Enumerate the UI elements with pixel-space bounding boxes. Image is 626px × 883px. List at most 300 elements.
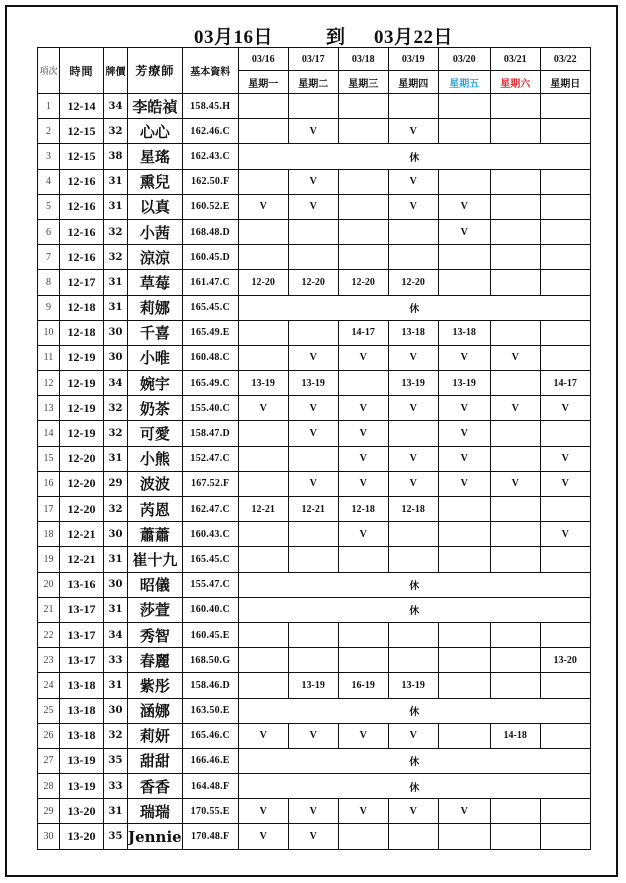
day-off-cell: 休: [238, 698, 590, 723]
schedule-slot[interactable]: [338, 824, 388, 849]
header-weekday: 星期四: [388, 71, 438, 94]
row-therapist-name: 瑞瑞: [128, 799, 183, 824]
schedule-slot[interactable]: V: [540, 446, 590, 471]
schedule-slot[interactable]: V: [288, 396, 338, 421]
schedule-slot[interactable]: [388, 648, 438, 673]
schedule-slot[interactable]: [490, 94, 540, 119]
header-price: 牌價: [104, 48, 128, 94]
schedule-slot[interactable]: [438, 270, 490, 295]
schedule-slot[interactable]: [238, 169, 288, 194]
row-index: 4: [38, 169, 60, 194]
row-index: 15: [38, 446, 60, 471]
schedule-slot[interactable]: [338, 94, 388, 119]
schedule-slot[interactable]: 13-19: [288, 371, 338, 396]
row-therapist-name: 小茜: [128, 219, 183, 244]
row-index: 11: [38, 345, 60, 370]
row-therapist-name: 芮恩: [128, 497, 183, 522]
table-row: [38, 446, 591, 471]
schedule-slot[interactable]: 12-20: [388, 270, 438, 295]
schedule-slot[interactable]: [540, 219, 590, 244]
row-basic-info: 155.40.C: [182, 396, 238, 421]
schedule-slot[interactable]: [438, 673, 490, 698]
schedule-slot[interactable]: [388, 824, 438, 849]
row-time: 13-18: [60, 698, 104, 723]
table-row: [38, 219, 591, 244]
schedule-slot[interactable]: V: [540, 522, 590, 547]
schedule-slot[interactable]: [540, 169, 590, 194]
schedule-slot[interactable]: [490, 446, 540, 471]
schedule-slot[interactable]: V: [388, 446, 438, 471]
schedule-slot[interactable]: V: [288, 799, 338, 824]
row-index: 28: [38, 774, 60, 799]
row-time: 12-16: [60, 245, 104, 270]
day-off-cell: 休: [238, 774, 590, 799]
schedule-slot[interactable]: [540, 119, 590, 144]
schedule-slot[interactable]: [388, 522, 438, 547]
row-therapist-name: 莎萱: [128, 597, 183, 622]
row-time: 13-16: [60, 572, 104, 597]
schedule-slot[interactable]: [388, 622, 438, 647]
schedule-slot[interactable]: V: [438, 471, 490, 496]
schedule-slot[interactable]: V: [288, 345, 338, 370]
table-row: [38, 471, 591, 496]
schedule-slot[interactable]: [388, 245, 438, 270]
schedule-slot[interactable]: [540, 824, 590, 849]
schedule-slot[interactable]: [490, 673, 540, 698]
header-date: 03/17: [288, 48, 338, 71]
schedule-slot[interactable]: [338, 371, 388, 396]
row-price: 34: [104, 622, 128, 647]
row-basic-info: 155.47.C: [182, 572, 238, 597]
row-price: 31: [104, 673, 128, 698]
row-price: 33: [104, 774, 128, 799]
row-time: 12-16: [60, 219, 104, 244]
schedule-slot[interactable]: [438, 497, 490, 522]
schedule-slot[interactable]: [388, 421, 438, 446]
row-index: 10: [38, 320, 60, 345]
schedule-slot[interactable]: V: [338, 471, 388, 496]
row-index: 12: [38, 371, 60, 396]
row-price: 34: [104, 371, 128, 396]
row-basic-info: 160.48.C: [182, 345, 238, 370]
schedule-slot[interactable]: [338, 245, 388, 270]
row-therapist-name: 紫彤: [128, 673, 183, 698]
header-date: 03/16: [238, 48, 288, 71]
table-row: [38, 144, 591, 169]
schedule-slot[interactable]: [438, 245, 490, 270]
schedule-slot[interactable]: [540, 799, 590, 824]
row-therapist-name: 莉娜: [128, 295, 183, 320]
row-time: 13-18: [60, 723, 104, 748]
schedule-slot[interactable]: [490, 320, 540, 345]
schedule-slot[interactable]: 14-17: [338, 320, 388, 345]
schedule-slot[interactable]: V: [288, 723, 338, 748]
table-row: [38, 320, 591, 345]
schedule-slot[interactable]: [238, 119, 288, 144]
schedule-slot[interactable]: 13-18: [388, 320, 438, 345]
row-time: 13-20: [60, 799, 104, 824]
schedule-slot[interactable]: V: [438, 194, 490, 219]
schedule-slot[interactable]: [540, 194, 590, 219]
schedule-slot[interactable]: [438, 547, 490, 572]
schedule-slot[interactable]: V: [288, 194, 338, 219]
schedule-slot[interactable]: [388, 547, 438, 572]
row-time: 12-16: [60, 169, 104, 194]
table-row: [38, 572, 591, 597]
row-basic-info: 162.47.C: [182, 497, 238, 522]
schedule-slot[interactable]: [238, 471, 288, 496]
row-index: 30: [38, 824, 60, 849]
schedule-slot[interactable]: [490, 799, 540, 824]
schedule-slot[interactable]: 13-19: [388, 371, 438, 396]
header-weekday: 星期五: [438, 71, 490, 94]
row-price: 30: [104, 698, 128, 723]
table-row: [38, 421, 591, 446]
schedule-slot[interactable]: [490, 270, 540, 295]
row-time: 13-19: [60, 748, 104, 773]
schedule-slot[interactable]: V: [540, 396, 590, 421]
day-off-cell: 休: [238, 597, 590, 622]
schedule-slot[interactable]: [540, 320, 590, 345]
row-index: 17: [38, 497, 60, 522]
row-therapist-name: 熏兒: [128, 169, 183, 194]
row-basic-info: 152.47.C: [182, 446, 238, 471]
schedule-slot[interactable]: V: [238, 824, 288, 849]
header-time: 時間: [60, 48, 104, 94]
row-index: 16: [38, 471, 60, 496]
schedule-slot[interactable]: V: [540, 471, 590, 496]
schedule-slot[interactable]: [338, 219, 388, 244]
schedule-slot[interactable]: [288, 94, 338, 119]
schedule-slot[interactable]: V: [338, 522, 388, 547]
row-price: 31: [104, 295, 128, 320]
schedule-slot[interactable]: V: [238, 194, 288, 219]
header-therapist: 芳療師: [128, 48, 183, 94]
row-time: 12-20: [60, 446, 104, 471]
schedule-slot[interactable]: V: [338, 345, 388, 370]
row-basic-info: 165.45.C: [182, 295, 238, 320]
schedule-slot[interactable]: [490, 119, 540, 144]
schedule-slot[interactable]: 12-21: [238, 497, 288, 522]
table-row: [38, 547, 591, 572]
row-basic-info: 167.52.F: [182, 471, 238, 496]
row-index: 2: [38, 119, 60, 144]
schedule-slot[interactable]: [238, 522, 288, 547]
row-index: 9: [38, 295, 60, 320]
row-index: 7: [38, 245, 60, 270]
schedule-slot[interactable]: [540, 673, 590, 698]
row-index: 24: [38, 673, 60, 698]
row-time: 12-15: [60, 119, 104, 144]
schedule-slot[interactable]: V: [288, 119, 338, 144]
header-index: 項次: [38, 48, 60, 94]
schedule-slot[interactable]: V: [338, 799, 388, 824]
schedule-slot[interactable]: V: [388, 723, 438, 748]
schedule-slot[interactable]: [490, 194, 540, 219]
schedule-slot[interactable]: V: [438, 421, 490, 446]
row-time: 12-18: [60, 320, 104, 345]
schedule-slot[interactable]: [540, 547, 590, 572]
schedule-slot[interactable]: 12-18: [338, 497, 388, 522]
row-therapist-name: 小唯: [128, 345, 183, 370]
schedule-slot[interactable]: [338, 622, 388, 647]
row-therapist-name: 心心: [128, 119, 183, 144]
schedule-slot[interactable]: [438, 622, 490, 647]
schedule-slot[interactable]: [490, 169, 540, 194]
schedule-slot[interactable]: V: [388, 396, 438, 421]
header-weekday: 星期日: [540, 71, 590, 94]
row-basic-info: 170.48.F: [182, 824, 238, 849]
schedule-slot[interactable]: [438, 824, 490, 849]
header-date: 03/20: [438, 48, 490, 71]
header-weekday: 星期一: [238, 71, 288, 94]
schedule-slot[interactable]: 12-21: [288, 497, 338, 522]
table-row: [38, 295, 591, 320]
schedule-slot[interactable]: V: [238, 723, 288, 748]
row-therapist-name: 蕭蕭: [128, 522, 183, 547]
row-basic-info: 165.49.E: [182, 320, 238, 345]
schedule-slot[interactable]: [388, 94, 438, 119]
schedule-slot[interactable]: [238, 673, 288, 698]
schedule-slot[interactable]: 13-19: [288, 673, 338, 698]
schedule-slot[interactable]: V: [388, 345, 438, 370]
schedule-slot[interactable]: V: [288, 421, 338, 446]
day-off-cell: 休: [238, 572, 590, 597]
schedule-slot[interactable]: [288, 245, 338, 270]
row-therapist-name: 李皓禎: [128, 94, 183, 119]
schedule-slot[interactable]: [490, 547, 540, 572]
schedule-slot[interactable]: V: [388, 119, 438, 144]
row-time: 12-20: [60, 471, 104, 496]
row-index: 13: [38, 396, 60, 421]
schedule-slot[interactable]: [288, 320, 338, 345]
row-index: 26: [38, 723, 60, 748]
schedule-slot[interactable]: [238, 622, 288, 647]
schedule-slot[interactable]: V: [438, 446, 490, 471]
schedule-slot[interactable]: [438, 119, 490, 144]
schedule-slot[interactable]: 14-18: [490, 723, 540, 748]
schedule-slot[interactable]: V: [490, 396, 540, 421]
row-time: 12-21: [60, 547, 104, 572]
row-time: 12-19: [60, 421, 104, 446]
schedule-slot[interactable]: [490, 421, 540, 446]
schedule-slot[interactable]: [540, 622, 590, 647]
schedule-slot[interactable]: [438, 648, 490, 673]
table-row: [38, 824, 591, 849]
row-basic-info: 162.43.C: [182, 144, 238, 169]
schedule-slot[interactable]: [238, 94, 288, 119]
row-time: 12-19: [60, 371, 104, 396]
schedule-slot[interactable]: V: [438, 396, 490, 421]
header-date: 03/21: [490, 48, 540, 71]
schedule-slot[interactable]: [490, 219, 540, 244]
schedule-slot[interactable]: [338, 648, 388, 673]
schedule-slot[interactable]: [238, 345, 288, 370]
header-info: 基本資料: [182, 48, 238, 94]
schedule-slot[interactable]: [540, 345, 590, 370]
row-therapist-name: 昭儀: [128, 572, 183, 597]
row-price: 30: [104, 522, 128, 547]
schedule-slot[interactable]: V: [288, 824, 338, 849]
row-therapist-name: 崔十九: [128, 547, 183, 572]
schedule-slot[interactable]: [438, 169, 490, 194]
schedule-slot[interactable]: [288, 522, 338, 547]
day-off-cell: 休: [238, 748, 590, 773]
row-therapist-name: 奶茶: [128, 396, 183, 421]
schedule-slot[interactable]: [540, 421, 590, 446]
schedule-slot[interactable]: [490, 371, 540, 396]
table-row: [38, 774, 591, 799]
row-time: 12-19: [60, 396, 104, 421]
table-row: [38, 94, 591, 119]
row-time: 12-17: [60, 270, 104, 295]
schedule-slot[interactable]: V: [338, 421, 388, 446]
schedule-slot[interactable]: [238, 547, 288, 572]
schedule-slot[interactable]: [288, 446, 338, 471]
row-therapist-name: 千喜: [128, 320, 183, 345]
row-index: 1: [38, 94, 60, 119]
schedule-slot[interactable]: [238, 648, 288, 673]
row-price: 31: [104, 547, 128, 572]
row-therapist-name: 可愛: [128, 421, 183, 446]
schedule-slot[interactable]: 16-19: [338, 673, 388, 698]
schedule-slot[interactable]: V: [238, 799, 288, 824]
schedule-slot[interactable]: [540, 94, 590, 119]
row-basic-info: 164.48.F: [182, 774, 238, 799]
row-index: 29: [38, 799, 60, 824]
row-therapist-name: 涵娜: [128, 698, 183, 723]
schedule-slot[interactable]: [438, 723, 490, 748]
schedule-slot[interactable]: [238, 421, 288, 446]
schedule-slot[interactable]: [540, 245, 590, 270]
row-time: 13-17: [60, 622, 104, 647]
row-basic-info: 160.52.E: [182, 194, 238, 219]
row-price: 32: [104, 723, 128, 748]
schedule-slot[interactable]: [388, 219, 438, 244]
schedule-slot[interactable]: 12-20: [338, 270, 388, 295]
schedule-slot[interactable]: [238, 245, 288, 270]
schedule-slot[interactable]: [238, 219, 288, 244]
schedule-slot[interactable]: [540, 270, 590, 295]
schedule-slot[interactable]: [438, 94, 490, 119]
schedule-slot[interactable]: [288, 547, 338, 572]
row-therapist-name: 香香: [128, 774, 183, 799]
row-basic-info: 165.49.C: [182, 371, 238, 396]
schedule-slot[interactable]: [338, 194, 388, 219]
schedule-slot[interactable]: V: [338, 396, 388, 421]
header-weekday: 星期六: [490, 71, 540, 94]
schedule-slot[interactable]: [490, 245, 540, 270]
row-price: 29: [104, 471, 128, 496]
schedule-slot[interactable]: 13-18: [438, 320, 490, 345]
row-basic-info: 163.50.E: [182, 698, 238, 723]
row-therapist-name: 草莓: [128, 270, 183, 295]
row-index: 27: [38, 748, 60, 773]
schedule-slot[interactable]: [540, 723, 590, 748]
row-index: 5: [38, 194, 60, 219]
schedule-slot[interactable]: 14-17: [540, 371, 590, 396]
day-off-cell: 休: [238, 144, 590, 169]
row-basic-info: 162.50.F: [182, 169, 238, 194]
schedule-slot[interactable]: [490, 522, 540, 547]
schedule-slot[interactable]: V: [490, 345, 540, 370]
row-price: 30: [104, 345, 128, 370]
schedule-slot[interactable]: [490, 648, 540, 673]
schedule-slot[interactable]: 13-19: [238, 371, 288, 396]
schedule-slot[interactable]: 12-18: [388, 497, 438, 522]
schedule-slot[interactable]: V: [238, 396, 288, 421]
table-row: [38, 169, 591, 194]
schedule-slot[interactable]: V: [438, 219, 490, 244]
schedule-slot[interactable]: 13-19: [438, 371, 490, 396]
schedule-slot[interactable]: V: [388, 169, 438, 194]
row-basic-info: 158.47.D: [182, 421, 238, 446]
header-date: 03/19: [388, 48, 438, 71]
row-time: 12-19: [60, 345, 104, 370]
row-time: 13-20: [60, 824, 104, 849]
schedule-slot[interactable]: [338, 169, 388, 194]
schedule-slot[interactable]: [288, 622, 338, 647]
schedule-slot[interactable]: V: [288, 169, 338, 194]
schedule-slot[interactable]: 13-20: [540, 648, 590, 673]
table-row: [38, 597, 591, 622]
row-time: 12-20: [60, 497, 104, 522]
schedule-slot[interactable]: 13-19: [388, 673, 438, 698]
schedule-slot[interactable]: [490, 622, 540, 647]
row-price: 35: [104, 748, 128, 773]
header-weekday: 星期三: [338, 71, 388, 94]
table-row: [38, 497, 591, 522]
schedule-slot[interactable]: 12-20: [238, 270, 288, 295]
schedule-slot[interactable]: V: [438, 799, 490, 824]
row-price: 31: [104, 194, 128, 219]
row-therapist-name: 星瑤: [128, 144, 183, 169]
row-index: 19: [38, 547, 60, 572]
schedule-slot[interactable]: V: [490, 471, 540, 496]
schedule-slot[interactable]: [490, 497, 540, 522]
schedule-slot[interactable]: [540, 497, 590, 522]
schedule-slot[interactable]: V: [288, 471, 338, 496]
row-time: 12-16: [60, 194, 104, 219]
schedule-slot[interactable]: [490, 824, 540, 849]
schedule-slot[interactable]: V: [338, 723, 388, 748]
schedule-slot[interactable]: V: [388, 194, 438, 219]
schedule-slot[interactable]: [288, 648, 338, 673]
row-price: 30: [104, 572, 128, 597]
schedule-slot[interactable]: 12-20: [288, 270, 338, 295]
header-date: 03/22: [540, 48, 590, 71]
header-date: 03/18: [338, 48, 388, 71]
schedule-slot[interactable]: [338, 547, 388, 572]
schedule-slot[interactable]: [238, 320, 288, 345]
row-time: 13-17: [60, 597, 104, 622]
row-time: 12-15: [60, 144, 104, 169]
table-row: [38, 194, 591, 219]
schedule-slot[interactable]: [288, 219, 338, 244]
row-therapist-name: 以真: [128, 194, 183, 219]
schedule-slot[interactable]: [438, 522, 490, 547]
schedule-slot[interactable]: [238, 446, 288, 471]
schedule-slot[interactable]: V: [388, 471, 438, 496]
table-row: [38, 748, 591, 773]
schedule-slot[interactable]: [338, 119, 388, 144]
table-row: [38, 270, 591, 295]
schedule-slot[interactable]: V: [438, 345, 490, 370]
row-index: 21: [38, 597, 60, 622]
schedule-slot[interactable]: V: [388, 799, 438, 824]
schedule-slot[interactable]: V: [338, 446, 388, 471]
row-basic-info: 160.45.D: [182, 245, 238, 270]
